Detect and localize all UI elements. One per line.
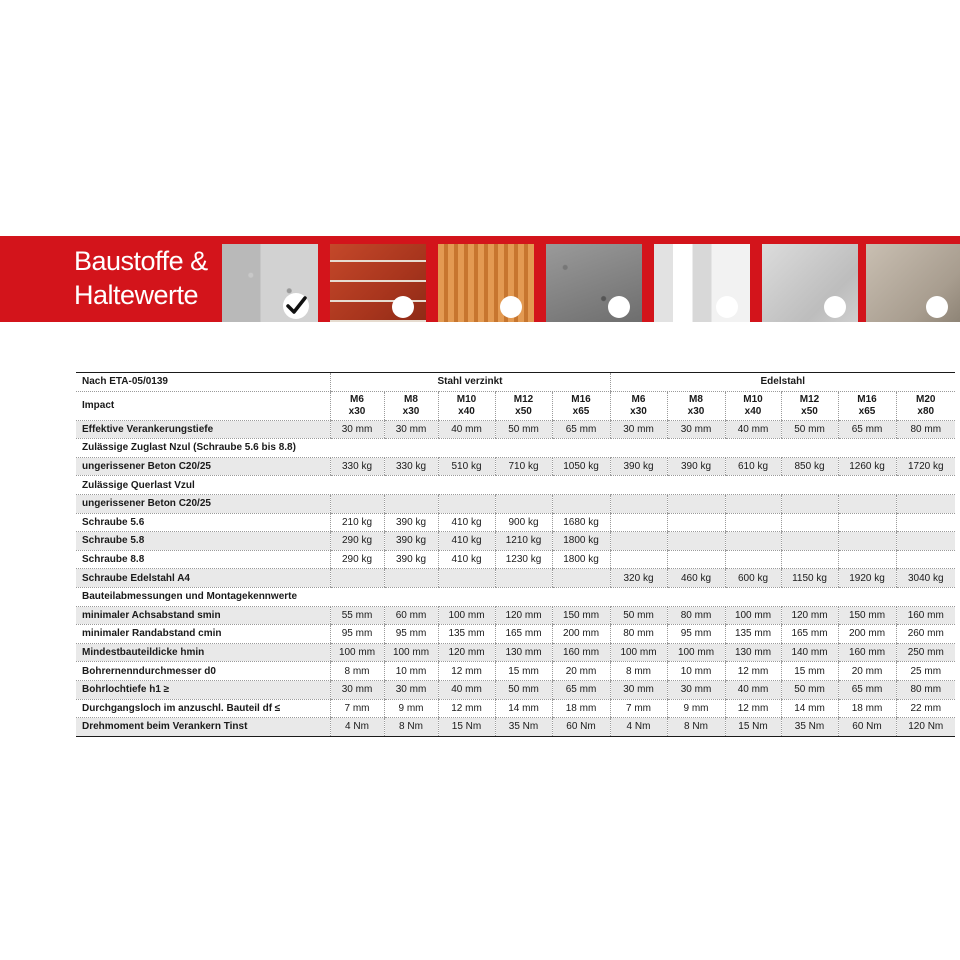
table-cell: 1050 kg: [552, 457, 610, 476]
table-cell: [438, 494, 495, 513]
table-cell: 260 mm: [896, 625, 955, 644]
table-cell: [725, 532, 781, 551]
table-cell: 120 mm: [781, 606, 838, 625]
material-perforated-brick-image: [438, 244, 534, 322]
table-row: [76, 643, 955, 662]
table-cell: 40 mm: [725, 680, 781, 699]
table-cell: 65 mm: [838, 680, 896, 699]
table-cell: 12 mm: [725, 699, 781, 718]
size-header-line2: x30: [348, 405, 366, 417]
table-row: [76, 532, 955, 551]
material-brick-image: [330, 244, 426, 322]
banner-title: [74, 244, 214, 312]
table-cell: [838, 494, 896, 513]
table-cell: [781, 513, 838, 532]
table-cell: 460 kg: [667, 569, 725, 588]
size-header-line1: M10: [743, 393, 763, 405]
table-cell: 165 mm: [781, 625, 838, 644]
table-cell: [896, 532, 955, 551]
row-label: Schraube 8.8: [76, 550, 330, 569]
table-cell: 120 mm: [495, 606, 552, 625]
table-cell: 40 mm: [438, 680, 495, 699]
table-cell: 135 mm: [438, 625, 495, 644]
row-label: minimaler Achsabstand smin: [76, 606, 330, 625]
table-cell: 410 kg: [438, 550, 495, 569]
group-header-galvanized: Stahl verzinkt: [330, 373, 610, 392]
table-cell: [438, 569, 495, 588]
table-cell: 390 kg: [384, 550, 438, 569]
row-label: Bohrlochtiefe h1 ≥: [76, 680, 330, 699]
material-concrete-image: [222, 244, 318, 322]
table-cell: [667, 532, 725, 551]
table-cell: 9 mm: [667, 699, 725, 718]
table-cell: 20 mm: [838, 662, 896, 681]
table-cell: 50 mm: [495, 680, 552, 699]
table-cell: 100 mm: [667, 643, 725, 662]
table-cell: 35 Nm: [495, 718, 552, 737]
table-cell: [781, 494, 838, 513]
table-cell: 100 mm: [725, 606, 781, 625]
table-cell: 65 mm: [552, 680, 610, 699]
table-cell: [495, 569, 552, 588]
size-header-line1: M8: [689, 393, 703, 405]
table-row: [76, 606, 955, 625]
row-label: ungerissener Beton C20/25: [76, 494, 330, 513]
table-cell: 9 mm: [384, 699, 438, 718]
table-cell: 50 mm: [495, 420, 552, 439]
table-cell: 14 mm: [495, 699, 552, 718]
table-cell: 18 mm: [838, 699, 896, 718]
size-header-line1: M6: [631, 393, 646, 405]
size-header-line2: x80: [917, 405, 935, 417]
table-cell: 1800 kg: [552, 550, 610, 569]
table-cell: 100 mm: [384, 643, 438, 662]
table-cell: 710 kg: [495, 457, 552, 476]
table-row: [76, 625, 955, 644]
table-cell: 330 kg: [384, 457, 438, 476]
table-cell: 95 mm: [330, 625, 384, 644]
table-row: [76, 680, 955, 699]
table-cell: 290 kg: [330, 550, 384, 569]
table-cell: 30 mm: [384, 680, 438, 699]
table-cell: 35 Nm: [781, 718, 838, 737]
table-cell: [610, 532, 667, 551]
table-row: [76, 699, 955, 718]
table-cell: 320 kg: [610, 569, 667, 588]
circle-icon: [500, 296, 522, 318]
table-cell: 18 mm: [552, 699, 610, 718]
table-cell: 80 mm: [896, 420, 955, 439]
material-stone-slab-image: [866, 244, 960, 322]
table-cell: 1920 kg: [838, 569, 896, 588]
table-cell: 410 kg: [438, 532, 495, 551]
table-cell: 1230 kg: [495, 550, 552, 569]
table-row: [76, 587, 955, 606]
table-cell: [896, 494, 955, 513]
size-header-line2: x40: [744, 405, 762, 417]
table-cell: 15 mm: [781, 662, 838, 681]
size-header-line2: x65: [572, 405, 590, 417]
table-cell: 390 kg: [667, 457, 725, 476]
table-cell: 1800 kg: [552, 532, 610, 551]
size-header: [384, 391, 438, 420]
row-label: Schraube 5.8: [76, 532, 330, 551]
table-cell: [610, 494, 667, 513]
specification-table: [76, 372, 955, 737]
table-cell: 80 mm: [896, 680, 955, 699]
circle-icon: [608, 296, 630, 318]
table-cell: 22 mm: [896, 699, 955, 718]
size-header-line2: x50: [515, 405, 532, 417]
table-cell: 160 mm: [838, 643, 896, 662]
size-header-line2: x65: [858, 405, 876, 417]
table-cell: 1680 kg: [552, 513, 610, 532]
table-cell: 410 kg: [438, 513, 495, 532]
materials-banner: [0, 236, 960, 322]
size-header: [838, 391, 896, 420]
table-cell: [781, 550, 838, 569]
table-cell: 850 kg: [781, 457, 838, 476]
table-cell: 50 mm: [781, 420, 838, 439]
table-cell: [330, 494, 384, 513]
table-cell: 390 kg: [384, 513, 438, 532]
size-header-line1: M10: [456, 393, 477, 405]
table-row: [76, 569, 955, 588]
table-cell: 135 mm: [725, 625, 781, 644]
size-header: [667, 391, 725, 420]
table-cell: 1210 kg: [495, 532, 552, 551]
banner-title-line1: Baustoffe &: [74, 246, 208, 276]
checkmark-icon: [282, 292, 310, 320]
table-cell: 4 Nm: [610, 718, 667, 737]
table-cell: 15 Nm: [438, 718, 495, 737]
table-cell: 60 Nm: [838, 718, 896, 737]
table-cell: 14 mm: [781, 699, 838, 718]
table-cell: 25 mm: [896, 662, 955, 681]
table-cell: 210 kg: [330, 513, 384, 532]
table-cell: 10 mm: [667, 662, 725, 681]
row-label: Durchgangsloch im anzuschl. Bauteil df ≤: [76, 699, 330, 718]
table-cell: 4 Nm: [330, 718, 384, 737]
table-header-row: [76, 373, 955, 392]
table-row: [76, 494, 955, 513]
table-row: [76, 513, 955, 532]
material-plasterboard-image: [762, 244, 858, 322]
table-row: [76, 476, 955, 495]
table-cell: 900 kg: [495, 513, 552, 532]
table-cell: [552, 569, 610, 588]
size-header: [495, 391, 552, 420]
size-header-line1: M16: [571, 393, 591, 405]
table-cell: [725, 550, 781, 569]
product-label: Impact: [76, 391, 330, 420]
table-cell: [896, 513, 955, 532]
table-cell: [552, 494, 610, 513]
table-cell: 60 Nm: [552, 718, 610, 737]
row-label: ungerissener Beton C20/25: [76, 457, 330, 476]
table-cell: [330, 569, 384, 588]
table-cell: [667, 513, 725, 532]
table-cell: 250 mm: [896, 643, 955, 662]
table-cell: 120 Nm: [896, 718, 955, 737]
table-cell: 10 mm: [384, 662, 438, 681]
table-cell: [667, 550, 725, 569]
table-cell: 200 mm: [838, 625, 896, 644]
table-cell: 150 mm: [838, 606, 896, 625]
row-label: Drehmoment beim Verankern Tinst: [76, 718, 330, 737]
table-cell: [725, 494, 781, 513]
table-cell: 20 mm: [552, 662, 610, 681]
table-cell: 30 mm: [384, 420, 438, 439]
table-cell: 165 mm: [495, 625, 552, 644]
table-cell: 390 kg: [610, 457, 667, 476]
table-cell: 390 kg: [384, 532, 438, 551]
table-cell: 1150 kg: [781, 569, 838, 588]
table-cell: 330 kg: [330, 457, 384, 476]
table-cell: 8 mm: [610, 662, 667, 681]
table-cell: 50 mm: [610, 606, 667, 625]
table-row: [76, 457, 955, 476]
table-cell: 1720 kg: [896, 457, 955, 476]
table-cell: 50 mm: [781, 680, 838, 699]
banner-title-line2: Haltewerte: [74, 280, 199, 310]
row-label: Schraube Edelstahl A4: [76, 569, 330, 588]
size-header-line1: M20: [916, 393, 936, 405]
table-cell: 30 mm: [667, 680, 725, 699]
table-cell: 150 mm: [552, 606, 610, 625]
table-cell: 15 Nm: [725, 718, 781, 737]
size-header-line2: x40: [458, 405, 475, 417]
table-cell: 160 mm: [552, 643, 610, 662]
size-header: [725, 391, 781, 420]
size-header-line1: M12: [799, 393, 820, 405]
size-header: [330, 391, 384, 420]
table-cell: 12 mm: [725, 662, 781, 681]
table-cell: [781, 532, 838, 551]
circle-icon: [824, 296, 846, 318]
table-row: [76, 420, 955, 439]
table-cell: [838, 532, 896, 551]
table-cell: 30 mm: [610, 420, 667, 439]
size-header: [552, 391, 610, 420]
table-cell: 120 mm: [438, 643, 495, 662]
table-cell: 290 kg: [330, 532, 384, 551]
material-gypsum-board-image: [654, 244, 750, 322]
circle-icon: [926, 296, 948, 318]
size-header-line1: M6: [350, 393, 364, 405]
table-row: [76, 550, 955, 569]
table-cell: 100 mm: [438, 606, 495, 625]
table-cell: 40 mm: [438, 420, 495, 439]
table-cell: 130 mm: [495, 643, 552, 662]
table-cell: 55 mm: [330, 606, 384, 625]
table-cell: 12 mm: [438, 699, 495, 718]
row-label: minimaler Randabstand cmin: [76, 625, 330, 644]
table-cell: 30 mm: [610, 680, 667, 699]
source-label: Nach ETA-05/0139: [76, 373, 330, 392]
size-header-line1: M16: [857, 393, 877, 405]
size-header: [781, 391, 838, 420]
table-cell: 12 mm: [438, 662, 495, 681]
table-cell: 65 mm: [552, 420, 610, 439]
table-size-row: [76, 391, 955, 420]
size-header-line2: x30: [687, 405, 705, 417]
size-header-line1: M8: [404, 393, 418, 405]
table-cell: 30 mm: [667, 420, 725, 439]
table-cell: 95 mm: [667, 625, 725, 644]
table-cell: 60 mm: [384, 606, 438, 625]
table-cell: [838, 550, 896, 569]
table-cell: 8 mm: [330, 662, 384, 681]
table-cell: 100 mm: [330, 643, 384, 662]
table-row: [76, 662, 955, 681]
row-label: Zulässige Zuglast Nzul (Schraube 5.6 bis 8.8): [76, 439, 955, 458]
table-cell: 7 mm: [610, 699, 667, 718]
row-label: Zulässige Querlast Vzul: [76, 476, 955, 495]
table-cell: 8 Nm: [384, 718, 438, 737]
table-cell: [610, 550, 667, 569]
table-cell: 510 kg: [438, 457, 495, 476]
table-row: [76, 718, 955, 737]
row-label: Bauteilabmessungen und Montagekennwerte: [76, 587, 955, 606]
table-cell: 100 mm: [610, 643, 667, 662]
row-label: Bohrernenndurchmesser d0: [76, 662, 330, 681]
table-cell: 95 mm: [384, 625, 438, 644]
row-label: Mindestbauteildicke hmin: [76, 643, 330, 662]
table-cell: 15 mm: [495, 662, 552, 681]
table-cell: [384, 569, 438, 588]
table-cell: 200 mm: [552, 625, 610, 644]
table-cell: 8 Nm: [667, 718, 725, 737]
circle-icon: [392, 296, 414, 318]
row-label: Schraube 5.6: [76, 513, 330, 532]
table-cell: [725, 513, 781, 532]
group-header-stainless: Edelstahl: [610, 373, 955, 392]
table-cell: [610, 513, 667, 532]
size-header: [896, 391, 955, 420]
table-cell: [667, 494, 725, 513]
size-header: [438, 391, 495, 420]
table-cell: 600 kg: [725, 569, 781, 588]
table-cell: [384, 494, 438, 513]
table-cell: 140 mm: [781, 643, 838, 662]
table-cell: 1260 kg: [838, 457, 896, 476]
size-header-line2: x30: [630, 405, 647, 417]
circle-icon: [716, 296, 738, 318]
table-cell: 3040 kg: [896, 569, 955, 588]
table-cell: 65 mm: [838, 420, 896, 439]
table-cell: 30 mm: [330, 420, 384, 439]
size-header: [610, 391, 667, 420]
table-cell: 130 mm: [725, 643, 781, 662]
table-cell: 160 mm: [896, 606, 955, 625]
table-cell: 40 mm: [725, 420, 781, 439]
table-row: [76, 439, 955, 458]
size-header-line2: x30: [402, 405, 420, 417]
table-cell: 30 mm: [330, 680, 384, 699]
table-cell: 80 mm: [610, 625, 667, 644]
table-cell: 610 kg: [725, 457, 781, 476]
table-cell: [838, 513, 896, 532]
size-header-line1: M12: [513, 393, 534, 405]
table-cell: 7 mm: [330, 699, 384, 718]
table-cell: [896, 550, 955, 569]
table-cell: 80 mm: [667, 606, 725, 625]
table-cell: [495, 494, 552, 513]
size-header-line2: x50: [801, 405, 818, 417]
material-hollow-block-image: [546, 244, 642, 322]
row-label: Effektive Verankerungstiefe: [76, 420, 330, 439]
